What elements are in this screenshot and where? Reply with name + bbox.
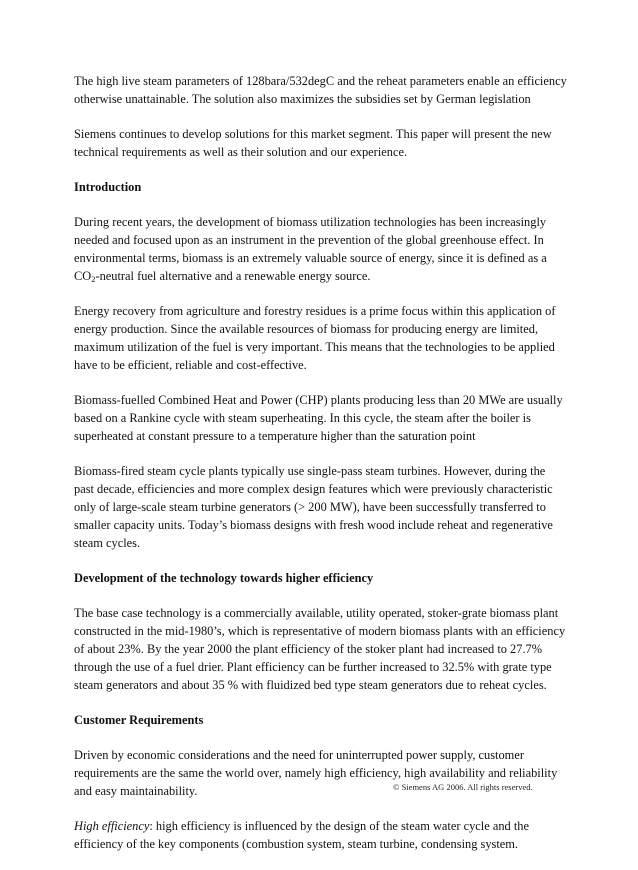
high-efficiency-description: : high efficiency is influenced by the design of the steam water cycle and the efficiency of the key components (combustion system, steam turbine, condensing system.	[74, 819, 529, 851]
paragraph-siemens-solutions: Siemens continues to develop solutions for this market segment. This paper will present the new technical requirements as well as their solution and our experience.	[74, 127, 552, 159]
paragraph-customer-requirements: Driven by economic considerations and the need for uninterrupted power supply, customer requirements are the same the world over, namely high efficiency, high availability and reliability and easy maintainability.	[74, 748, 558, 798]
heading-introduction: Introduction	[74, 180, 142, 194]
paragraph-biomass-utilization-text: During recent years, the development of biomass utilization technologies has been increasingly needed and focused upon as an instrument in the prevention of the global greenhouse effect. In environmental terms, biomass is an extremely valuable source of energy, since it is defined as a CO	[74, 215, 547, 283]
paragraph-biomass-utilization	[74, 213, 568, 285]
paragraph-steam-parameters: The high live steam parameters of 128bara/532degC and the reheat parameters enable an efficiency otherwise unattainable. The solution also maximizes the subsidies set by German legislation	[74, 74, 567, 106]
document-body	[74, 72, 568, 870]
paragraph-energy-recovery: Energy recovery from agriculture and forestry residues is a prime focus within this application of energy production. Since the available resources of biomass for producing energy are limited, maximum utilization of the fuel is very important. This means that the technologies to be applied have to be efficient, reliable and cost-effective.	[74, 304, 556, 372]
paragraph-biomass-utilization-text-end: -neutral fuel alternative and a renewable energy source.	[95, 269, 371, 283]
paragraph-chp-plants: Biomass-fuelled Combined Heat and Power (CHP) plants producing less than 20 MWe are usually based on a Rankine cycle with steam superheating. In this cycle, the steam after the boiler is superheated at constant pressure to a temperature higher than the saturation point	[74, 393, 563, 443]
paragraph-base-case-technology: The base case technology is a commercially available, utility operated, stoker-grate biomass plant constructed in the mid-1980’s, which is representative of modern biomass plants with an efficiency of about 23%. By the year 2000 the plant efficiency of the stoker plant had increased to 27.7% through the use of a fuel drier. Plant efficiency can be further increased to 32.5% with grate type steam generators and about 35 % with fluidized bed type steam generators due to reheat cycles.	[74, 606, 566, 692]
heading-technology-development: Development of the technology towards higher efficiency	[74, 571, 374, 585]
paragraph-steam-cycle-plants: Biomass-fired steam cycle plants typically use single-pass steam turbines. However, during the past decade, efficiencies and more complex design features which were previously characteristic only of large-scale steam turbine generators (> 200 MW), have been successfully transferred to smaller capacity units. Today’s biomass designs with fresh wood include reheat and regenerative steam cycles.	[74, 464, 553, 550]
heading-customer-requirements: Customer Requirements	[74, 713, 204, 727]
co2-subscript: 2	[91, 274, 96, 284]
high-efficiency-term: High efficiency	[74, 819, 150, 833]
copyright-footer: © Siemens AG 2006. All rights reserved.	[393, 782, 533, 792]
paragraph-high-efficiency	[74, 817, 568, 853]
